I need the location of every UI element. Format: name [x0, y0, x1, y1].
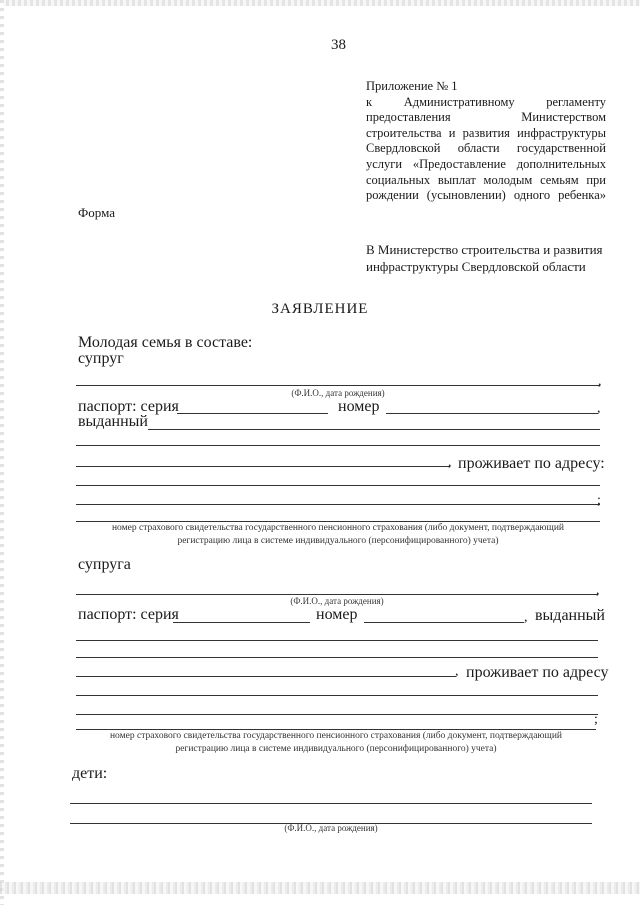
wife-fio-field[interactable]	[76, 594, 598, 595]
scan-edge-top	[0, 0, 640, 6]
husband-fio-field[interactable]	[76, 385, 600, 386]
form-label: Форма	[78, 205, 115, 220]
wife-number-label: номер	[316, 606, 358, 623]
addressee	[366, 241, 606, 275]
wife-issued-field[interactable]	[76, 640, 598, 641]
appendix-line: рождении (усыновлении) одного ребенка»	[366, 188, 606, 203]
addressee-line: инфраструктуры Свердловской области	[366, 259, 586, 274]
husband-passport-number-field[interactable]	[386, 413, 598, 414]
husband-passport-series-field[interactable]	[177, 413, 328, 414]
wife-passport-label: паспорт: серия	[78, 606, 179, 623]
children-label: дети:	[72, 765, 108, 782]
husband-issued-label: выданный	[78, 413, 148, 430]
children-field[interactable]	[70, 803, 592, 804]
wife-address-field-2[interactable]	[76, 714, 598, 715]
wife-address-label: проживает по адресу	[466, 664, 609, 681]
husband-fio-caption: (Ф.И.О., дата рождения)	[291, 388, 385, 398]
husband-address-field-2[interactable]	[76, 504, 600, 505]
wife-passport-series-field[interactable]	[173, 622, 310, 623]
wife-issued-label: выданный	[535, 607, 605, 624]
scan-edge-left	[0, 0, 4, 905]
husband-label: супруг	[78, 350, 124, 367]
intro-text: Молодая семья в составе:	[78, 334, 253, 351]
husband-address-field[interactable]	[76, 485, 600, 486]
children-fio-caption: (Ф.И.О., дата рождения)	[284, 823, 378, 833]
wife-label: супруга	[78, 556, 131, 573]
husband-issued-field-3[interactable]	[76, 466, 450, 467]
scan-edge-bottom	[0, 882, 640, 894]
husband-snils-caption: номер страхового свидетельства государственного пенсионного страхования (либо документ, подтверждающий регистрацию лица в системе индивидуального (персонифицированного) учета)	[111, 523, 565, 546]
husband-address-label: проживает по адресу:	[458, 455, 605, 472]
husband-passport-label: паспорт: серия	[78, 398, 179, 415]
appendix-line: Приложение № 1	[366, 79, 458, 93]
appendix-line: услуги «Предоставление дополнительных	[366, 156, 606, 171]
wife-issued-field-2[interactable]	[76, 657, 598, 658]
husband-issued-field[interactable]	[148, 429, 600, 430]
addressee-line: В Министерство строительства и развития	[366, 242, 603, 257]
appendix-line: социальных выплат молодым семьям при	[366, 172, 606, 187]
appendix-header	[366, 79, 606, 204]
wife-issued-field-3[interactable]	[76, 676, 456, 677]
wife-passport-number-field[interactable]	[364, 622, 524, 623]
document-page: 38 Приложение № 1 к Административному регламенту предоставления Министерством строительства и развития инфраструктуры Свердловской области государственной услуги «Предоставление дополнительных социальных выплат молодым семьям при рождении (усыновлении) одного ребенка» Форма В Министерство строительства и развития инфраструктуры Свердловской области ЗАЯВЛЕНИЕ Молодая семья в составе: супруг , (Ф.И.О., дата рождения) паспорт: серия номер , выданный , проживает по адресу: ; номер страхового свидетельства государственного пенсионного страхования (либо документ, подтверждающий регистрацию лица в системе индивидуального (персонифицированного) учета) супруга , (Ф.И.О., дата рождения) паспорт: серия номер , выданный , проживает по адресу ; номер страхового свидетельства государственного пенсионного страхования (либо документ, подтверждающий регистрацию лица в системе индивидуального (персонифицированного) учета) дети: (Ф.И.О., дата рождения)	[0, 0, 640, 905]
document-title: ЗАЯВЛЕНИЕ	[271, 301, 369, 317]
page-number: 38	[331, 37, 346, 53]
wife-snils-caption: номер страхового свидетельства государственного пенсионного страхования (либо документ, подтверждающий регистрацию лица в системе индивидуального (персонифицированного) учета)	[109, 731, 563, 754]
appendix-line: предоставления Министерством	[366, 110, 606, 125]
wife-fio-caption: (Ф.И.О., дата рождения)	[290, 596, 384, 606]
husband-number-label: номер	[338, 398, 380, 415]
appendix-line: к Административному регламенту	[366, 94, 606, 109]
husband-issued-field-2[interactable]	[76, 445, 600, 446]
wife-address-field[interactable]	[76, 695, 598, 696]
appendix-line: строительства и развития инфраструктуры	[366, 125, 606, 140]
appendix-line: Свердловской области государственной	[366, 141, 606, 156]
